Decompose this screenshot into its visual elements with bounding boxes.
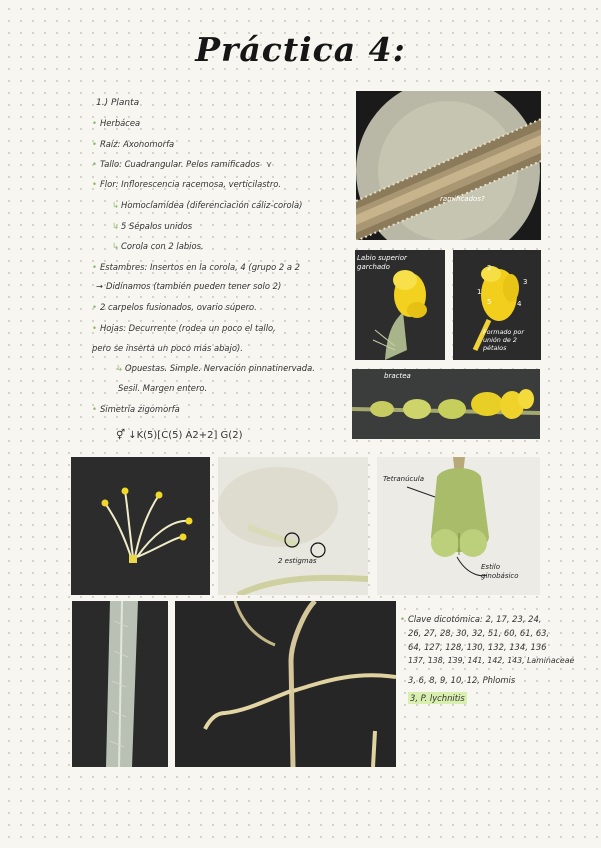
note-text: Hojas: Decurrente (rodea un poco el tallo,: [99, 323, 276, 333]
note-text: Tallo: Cuadrangular. Pelos ramificados: [99, 159, 260, 169]
stigmas-photo: [218, 457, 368, 595]
page-title: Práctica 4:: [195, 30, 406, 69]
note-text: 2 carpelos fusionados, ovario súpero.: [99, 302, 257, 312]
subitem-arrow-icon: ↳: [116, 363, 124, 373]
svg-text:2: 2: [487, 264, 492, 272]
note-line: [112, 221, 192, 231]
tetranucula-photo: [377, 457, 540, 595]
note-text: Herbácea: [99, 118, 141, 128]
note-text: Homoclamídea (diferenciación cáliz-corola): [121, 200, 303, 210]
bullet: •: [92, 404, 97, 414]
stem-leaves-photo: [175, 601, 396, 767]
key-line: [408, 693, 467, 703]
subitem-arrow-icon: ↳: [112, 221, 120, 231]
note-line: [92, 179, 281, 189]
note-text: Estambres: Insertos en la corola, 4 (grupo 2 a 2: [99, 262, 300, 272]
note-text: Raíz: Axonomorfa: [99, 139, 175, 149]
bractea-label: bractea: [384, 372, 411, 380]
key-line: 64, 127, 128, 130, 132, 134, 136: [408, 642, 547, 652]
branch-sketch-icon: ⋎: [265, 159, 272, 169]
note-line: [92, 118, 140, 128]
note-line: Sesil. Margen entero.: [118, 383, 208, 393]
species-highlight: 3, P. lychnitis: [410, 693, 465, 703]
bullet: •: [92, 118, 97, 128]
note-line: [92, 404, 180, 414]
key-line: 3, 6, 8, 9, 10, 12, Phlomis: [408, 675, 516, 685]
note-line: [92, 302, 257, 312]
key-line: 26, 27, 28, 30, 32, 51, 60, 61, 63,: [408, 628, 550, 638]
svg-text:1: 1: [477, 288, 482, 296]
note-text: Flor: Inflorescencia racemosa, verticilastro.: [99, 179, 282, 189]
bullet: •: [92, 179, 97, 189]
bullet: •: [400, 614, 405, 624]
subitem-arrow-icon: ↳: [112, 241, 120, 251]
note-line: 1.) Planta: [96, 98, 140, 108]
note-text: Opuestas. Simple. Nervación pinnatinervada.: [125, 363, 315, 373]
note-line: [116, 363, 315, 373]
note-text: Corola con 2 labios.: [121, 241, 204, 251]
note-text: Didínamos (también pueden tener solo 2): [106, 281, 282, 291]
bullet: •: [92, 323, 97, 333]
bullet: •: [92, 139, 97, 149]
estilo-label: Estilo ginobásico: [481, 563, 519, 580]
subitem-arrow-icon: ↳: [112, 200, 120, 210]
svg-text:5: 5: [487, 298, 492, 306]
note-line: [112, 200, 302, 210]
stamens-photo: [71, 457, 210, 595]
svg-text:4: 4: [517, 300, 522, 308]
bullet: •: [92, 302, 97, 312]
inflorescence-photo: [352, 369, 540, 439]
note-line: [92, 139, 174, 149]
key-text: Clave dicotómica: 2, 17, 23, 24,: [407, 614, 542, 624]
labio-label: Labio superior garchado: [357, 254, 407, 271]
leaf-photo: [72, 601, 168, 767]
formado-label: Formado por unión de 2 pétalos: [483, 328, 524, 352]
note-line: [92, 323, 276, 333]
note-text: Simetría zigomorfa: [99, 404, 180, 414]
ramificados-label: ramificados?: [440, 195, 485, 203]
flower-side-photo: [355, 250, 445, 360]
note-line: [96, 281, 281, 291]
key-line: [400, 614, 541, 624]
arrow-icon: →: [96, 281, 104, 291]
bullet: •: [92, 262, 97, 272]
note-text: 5 Sépalos unidos: [121, 221, 193, 231]
key-line: 137, 138, 139, 141, 142, 143, Laminaceae: [408, 656, 575, 665]
note-line: [92, 159, 272, 169]
note-line: pero se inserta un poco más abajo).: [92, 343, 243, 353]
bullet: •: [92, 159, 97, 169]
floral-formula: ⚥ ↓K(5)[C(5) A2+2] G(2): [116, 430, 243, 441]
estigmas-label: 2 estigmas: [278, 557, 317, 565]
stem-microscope-photo: [356, 91, 541, 240]
tetranucula-label: Tetranúcula: [383, 475, 425, 483]
svg-text:3: 3: [523, 278, 528, 286]
flower-dissected-photo: [453, 250, 541, 360]
note-line: [92, 262, 300, 272]
note-line: [112, 241, 204, 251]
